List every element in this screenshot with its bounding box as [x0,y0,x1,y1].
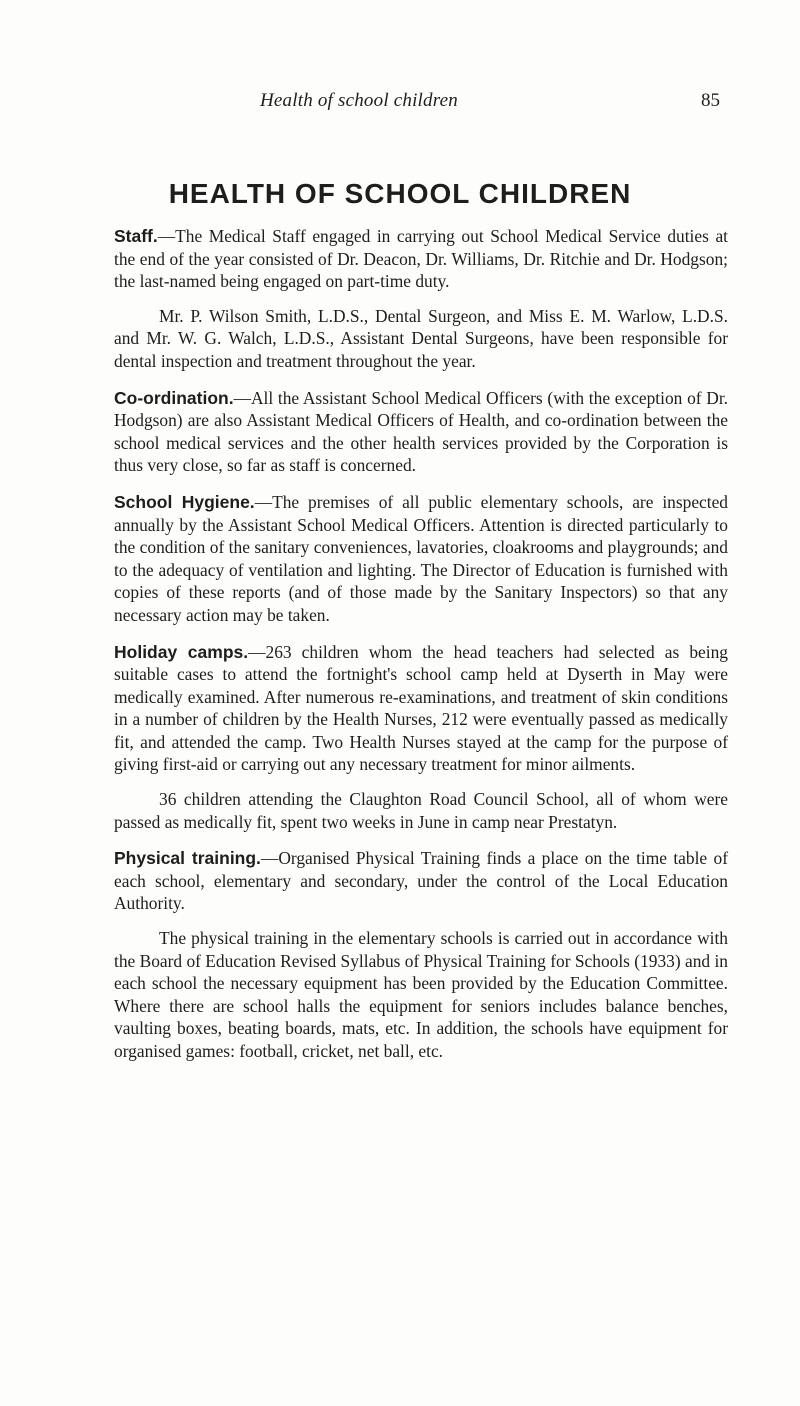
syllabus-paragraph: The physical training in the elementary schools is carried out in accordance with the Board of Education Revised Syllabus of Physical Training for Schools (1933) and in each school the necessary equipment has been provided by the Education Committee. Where there are school halls the equipment for seniors includes balance benches, vaulting boxes, beating boards, mats, etc. In addition, the schools have equipment for organised games: football, cricket, net ball, etc. [114,928,728,1061]
page-number: 85 [701,90,720,111]
physical-heading: Physical training. [114,848,261,869]
staff-paragraph [114,225,728,293]
running-title: Health of school children [260,90,458,111]
holiday-heading: Holiday camps. [114,641,249,662]
coordination-heading: Co-ordination. [114,387,234,408]
physical-text: —Organised Physical Training finds a place on the time table of each school, elementary and secondary, under the control of the Local Education Authority. [114,848,728,914]
holiday-text: —263 children whom the head teachers had selected as being suitable cases to attend the fortnight's school camp held at Dyserth in May were medically examined. After numerous re-examinations, and treatment of skin conditions in a number of children by the Health Nurses, 212 were eventually passed as medically fit, and attended the camp. Two Health Nurses stayed at the camp for the purpose of giving first-aid or carrying out any necessary treatment for minor ailments. [114,641,728,775]
coordination-text: —All the Assistant School Medical Officers (with the exception of Dr. Hodgson) are also Assistant Medical Officers of Health, and co-ordination between the school medical services and the other health services provided by the Corporation is thus very close, so far as staff is concerned. [114,387,728,476]
claughton-paragraph: 36 children attending the Claughton Road Council School, all of whom were passed as medically fit, spent two weeks in June in camp near Prestatyn. [114,789,728,832]
staff-text: —The Medical Staff engaged in carrying out School Medical Service duties at the end of the year consisted of Dr. Deacon, Dr. Williams, Dr. Ritchie and Dr. Hodgson; the last-named being engaged on part-time duty. [114,226,728,292]
hygiene-paragraph [114,491,728,627]
staff-heading: Staff. [114,226,158,246]
hygiene-heading: School Hygiene. [114,491,255,512]
holiday-paragraph [114,641,728,777]
coordination-paragraph [114,387,728,477]
page-title: HEALTH OF SCHOOL CHILDREN [168,178,632,209]
running-header [220,90,720,114]
physical-paragraph [114,847,728,915]
dental-paragraph: Mr. P. Wilson Smith, L.D.S., Dental Surgeon, and Miss E. M. Warlow, L.D.S. and Mr. W. G. Walch, L.D.S., Assistant Dental Surgeons, have been responsible for dental inspection and treatment throughout the year. [114,305,728,371]
body-text [114,225,728,1063]
hygiene-text: —The premises of all public elementary schools, are inspected annually by the Assistant School Medical Officers. Attention is directed particularly to the condition of the sanitary conveniences, lavatories, cloakrooms and playgrounds; and to the adequacy of ventilation and lighting. The Director of Education is furnished with copies of these reports (and of those made by the Sanitary Inspectors) so that any necessary action may be taken. [114,491,728,625]
